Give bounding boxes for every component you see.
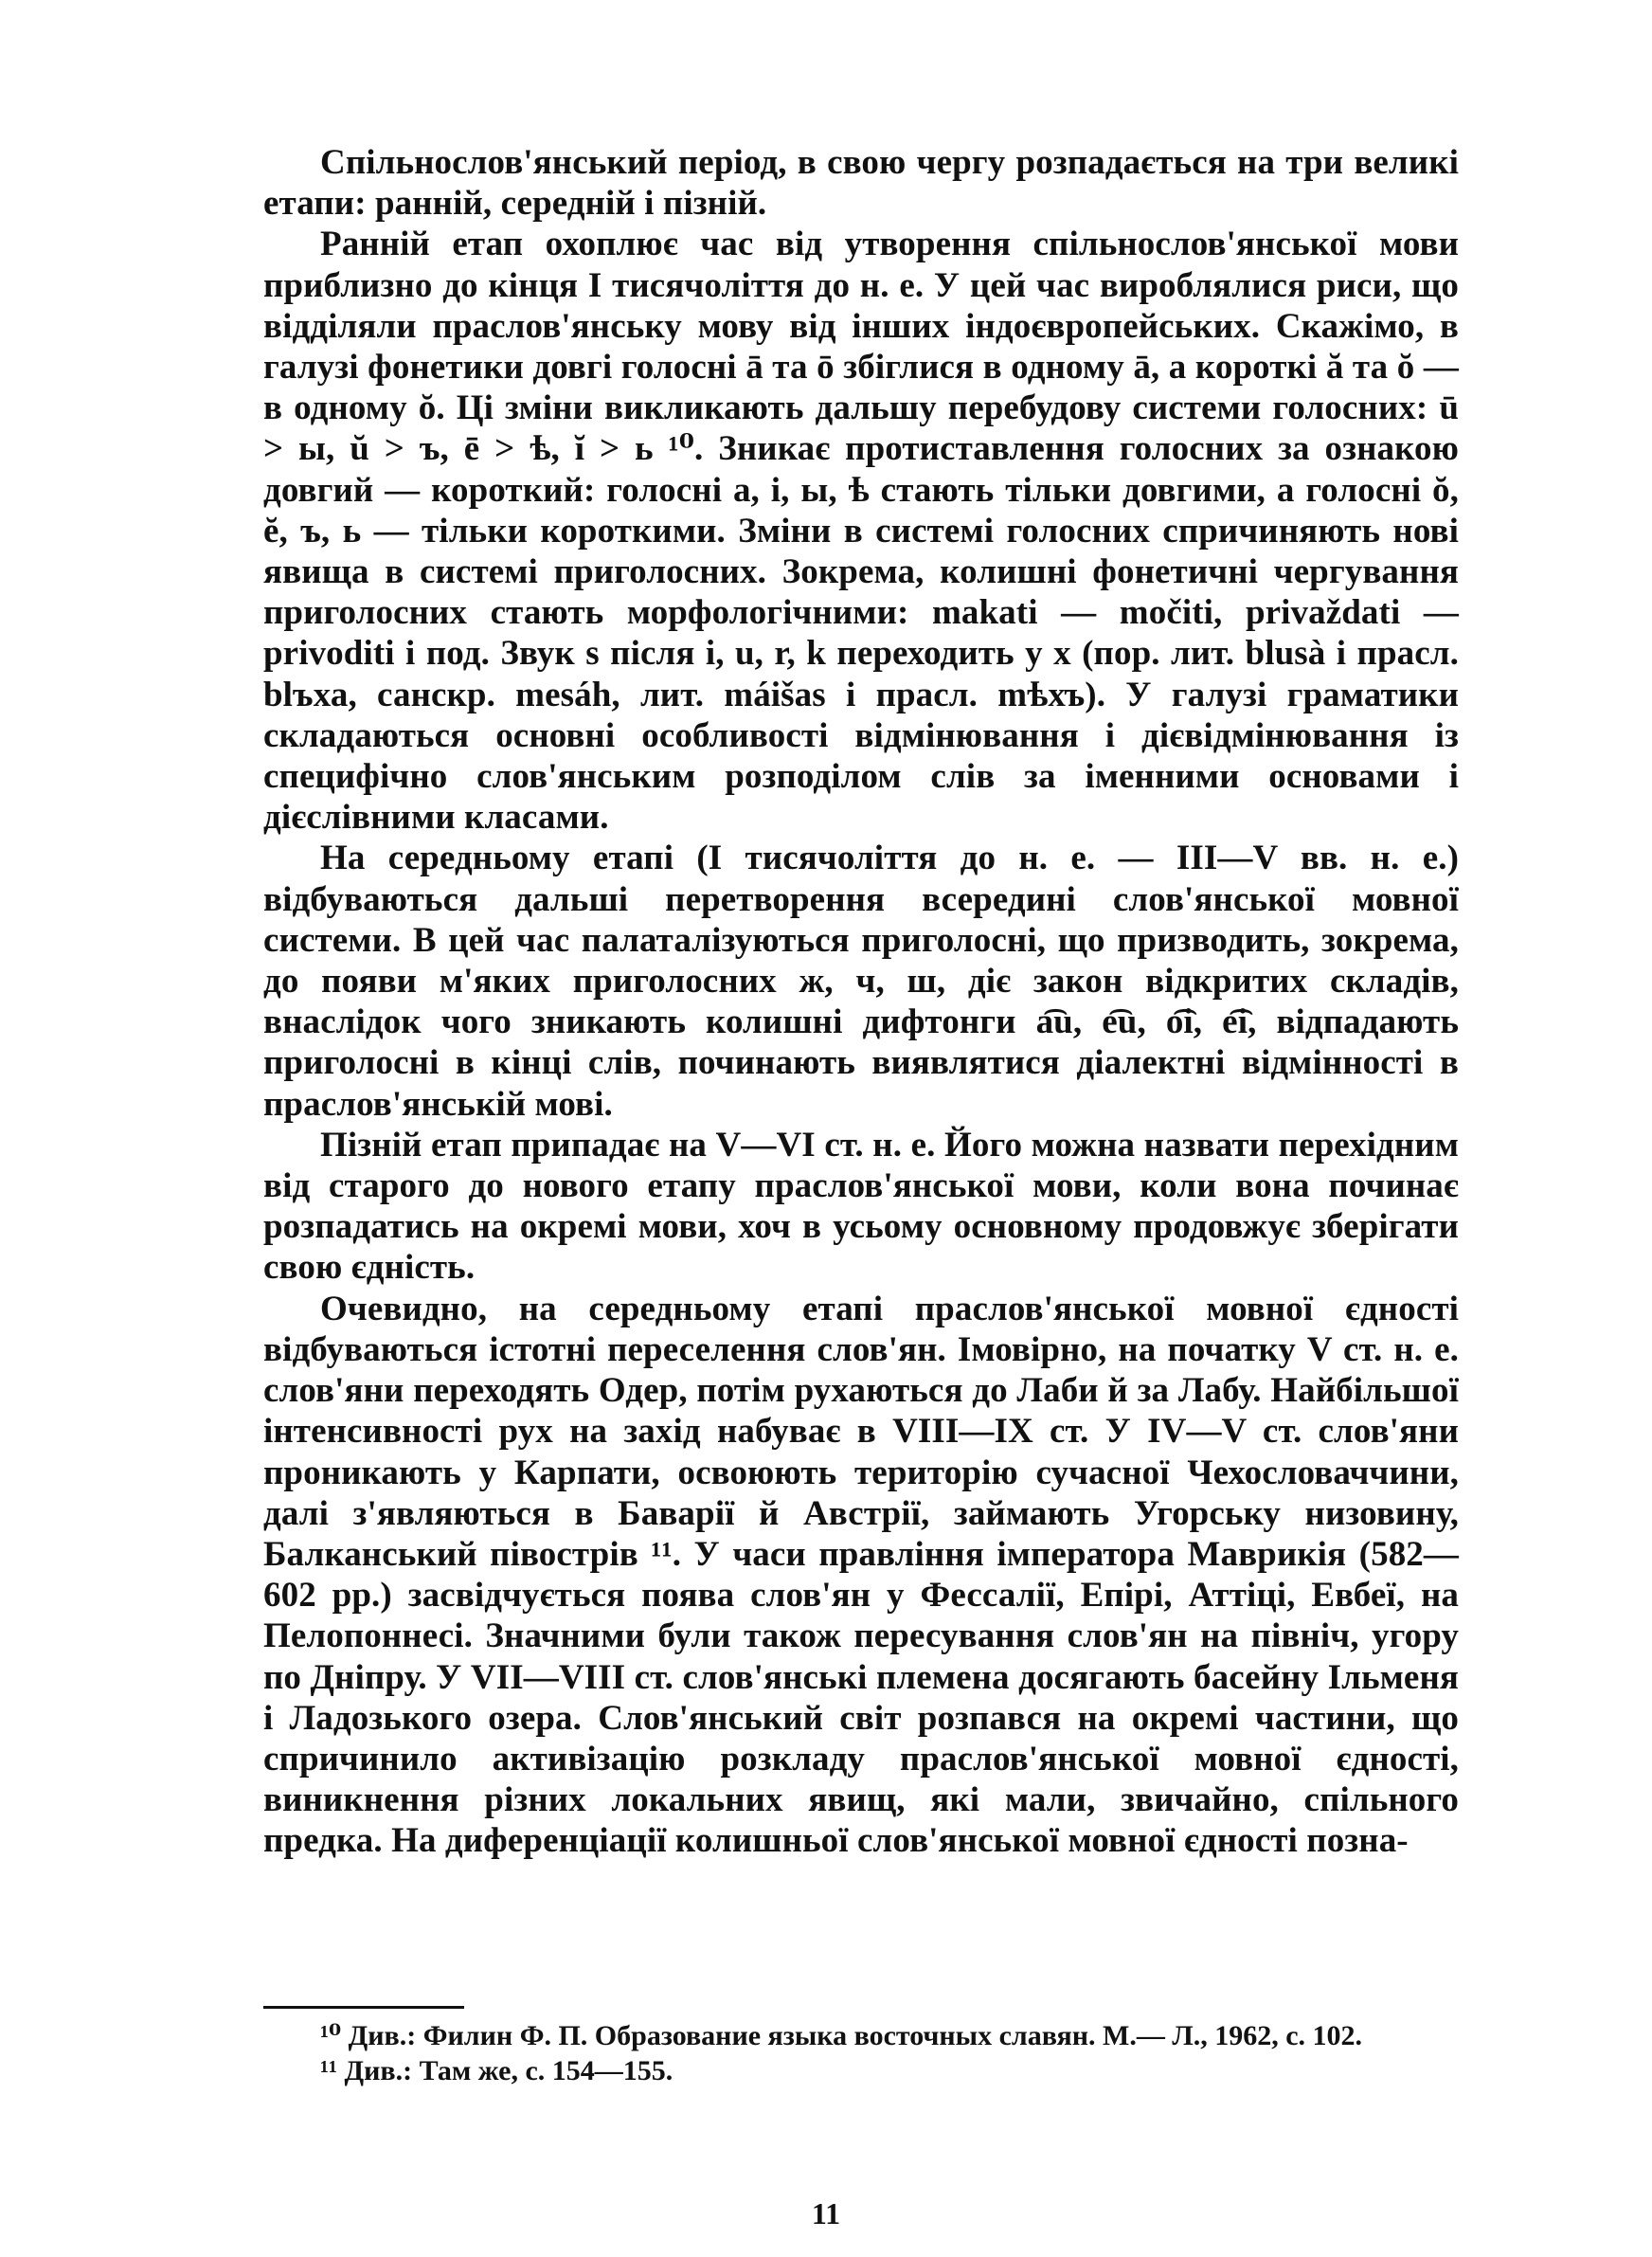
paragraph: На середньому етапі (I тисячоліття до н. е. — III—V вв. н. е.) відбуваються дальші перетворення всередині слов'янської мовної системи. В цей час палаталізуються приголосні, що призводить, зокрема, до появи м'яких приголосних ж, ч, ш, діє закон відкритих складів, внаслідок чого зникають колишні дифтонги a͡u, e͡u, o͡i, e͡i, відпадають приголосні в кінці слів, починають виявлятися діалектні відмінності в праслов'янській мові. [263, 839, 1459, 1124]
paragraph: Очевидно, на середньому етапі праслов'янської мовної єдності відбуваються істотні переселення слов'ян. Імовірно, на початку V ст. н. е. слов'яни переходять Одер, потім рухаються до Лаби й за Лабу. Найбільшої інтенсивності рух на захід набуває в VIII—IX ст. У IV—V ст. слов'яни проникають у Карпати, освоюють територію сучасної Чехословаччини, далі з'являються в Баварії й Австрії, займають Угорську низовину, Балканський півострів ¹¹. У часи правління імператора Маврикія (582—602 рр.) засвідчується поява слов'ян у Фессалії, Епірі, Аттіці, Евбеї, на Пелопоннесі. Значними були також пересування слов'ян на північ, угору по Дніпру. У VII—VIII ст. слов'янські племена досягають басейну Ільменя і Ладозького озера. Слов'янський світ розпався на окремі частини, що спричинило активізацію розкладу праслов'янської мовної єдності, виникнення різних локальних явищ, які мали, звичайно, спільного предка. На диференціації колишньої слов'янської мовної єдності позна- [263, 1289, 1459, 1861]
footnote: ¹⁰ Див.: Филин Ф. П. Образование языка восточных славян. М.— Л., 1962, с. 102. [320, 2020, 1363, 2051]
footnotes [263, 2018, 1459, 2088]
paragraph: Спільнослов'янський період, в свою чергу розпадається на три великі етапи: ранній, середній і пізній. [263, 143, 1459, 224]
page-number: 11 [811, 2196, 841, 2230]
footnote: ¹¹ Див.: Там же, с. 154—155. [320, 2055, 673, 2086]
main-text [263, 142, 1459, 1862]
paragraph: Пізній етап припадає на V—VI ст. н. е. Його можна назвати перехідним від старого до нового етапу праслов'янської мови, коли вона починає розпадатись на окремі мови, хоч в усьому основному продовжує зберігати свою єдність. [263, 1125, 1459, 1288]
paragraph: Ранній етап охоплює час від утворення спільнослов'янської мови приблизно до кінця I тисячоліття до н. е. У цей час вироблялися риси, що відділяли праслов'янську мову від інших індоєвропейських. Скажімо, в галузі фонетики довгі голосні ā та ō збіглися в одному ā, а короткі ă та ŏ — в одному ŏ. Ці зміни викликають дальшу перебудову системи голосних: ū > ы, ŭ > ъ, ē > ѣ, ĭ > ь ¹⁰. Зникає протиставлення голосних за ознакою довгий — короткий: голосні а, і, ы, ѣ стають тільки довгими, а голосні ŏ, ĕ, ъ, ь — тільки короткими. Зміни в системі голосних спричиняють нові явища в системі приголосних. Зокрема, колишні фонетичні чергування приголосних стають морфологічними: makati — močiti, privaždati — privoditi і под. Звук s після i, u, r, k переходить у х (пор. лит. blusà і прасл. blъха, санскр. mesáh, лит. máišas і прасл. mѣхъ). У галузі граматики складаються основні особливості відмінювання і дієвідмінювання із специфічно слов'янським розподілом слів за іменними основами і дієслівними класами. [263, 225, 1459, 838]
footnote-divider [263, 2006, 464, 2009]
